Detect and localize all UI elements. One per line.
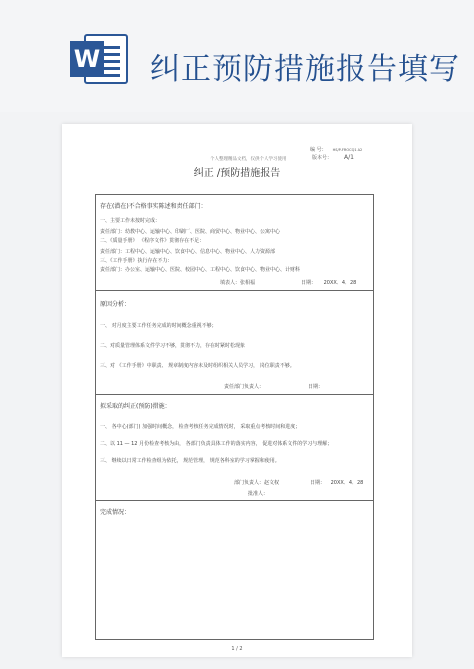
page-number: 1 / 2	[231, 646, 243, 652]
document-code	[310, 146, 362, 153]
nonconformity-section	[96, 195, 373, 291]
report-table	[95, 194, 374, 640]
list-item: 责任部门：工程中心、运输中心、饮食中心、信息中心、物业中心、人力资源部	[100, 249, 276, 255]
word-letter-badge: W	[70, 41, 104, 77]
completion-section	[96, 501, 373, 639]
version-value: A/1	[344, 154, 354, 161]
list-item: 三、 继续以日常工作检查组为依托， 规范管理， 规范各科室的学习掌握和使用。	[100, 458, 280, 464]
header-note: 个人整理精品文档，仅供个人学习使用	[210, 157, 287, 162]
date-label: 日期：	[310, 480, 326, 486]
author-signature	[220, 279, 255, 286]
list-item: 一、 各中心(部门) 加强时间概念， 检查考核任务完成情况时， 采取重点考核时间和进度；	[100, 424, 301, 430]
date-value: 20XX．4．28	[330, 480, 364, 486]
section-heading: 完成情况：	[100, 509, 131, 516]
dept-owner-name: 赵文权	[264, 480, 280, 486]
section-heading: 拟采取的纠正(预防)措施：	[100, 403, 171, 410]
list-item: 责任部门：幼教中心、运输中心、印刷厂、医院、商贸中心、物业中心、公寓中心	[100, 229, 281, 235]
section-date	[301, 279, 356, 286]
section-heading: 原因分析：	[100, 301, 131, 308]
list-item: 二、对质量管理体系文件学习不够，贯彻不力，存在时紧时松现象	[100, 343, 246, 349]
word-icon	[70, 34, 128, 84]
version-label: 版本号：	[312, 155, 333, 161]
dept-owner-signature	[234, 479, 279, 486]
date-label: 日期：	[301, 280, 317, 286]
section-date: 日期：	[308, 384, 324, 390]
list-item: 一、主要工作未按时完成：	[100, 218, 161, 224]
author-name: 张相福	[240, 280, 256, 286]
date-value: 20XX．4．28	[323, 280, 357, 286]
dept-owner-label: 部门负责人：	[234, 480, 265, 486]
document-title: 纠正 /预防措施报告	[193, 168, 281, 179]
list-item: 三、《工作手册》执行存在不力：	[100, 258, 173, 264]
list-item: 一、 对月度主要工作任务完成的时间概念重视不够；	[100, 323, 217, 329]
document-version	[312, 154, 354, 161]
header-banner	[0, 0, 474, 112]
list-item: 二、以 11 — 12 月份检查考核为由， 各部门负责具体工作的落实内容， 促进对体系文件的学习与理解；	[100, 441, 333, 447]
list-item: 责任部门：办公室、运输中心、医院、校园中心、工程中心、饮食中心、物业中心、计财科	[100, 267, 301, 273]
banner-title: 纠正预防措施报告填写	[150, 52, 460, 87]
dept-owner-signature: 责任部门负责人：	[224, 384, 265, 390]
list-item: 三、对 《工作手册》中职责、 规章制度内容未及时组织相关人员学习， 岗位职责不够。	[100, 363, 295, 369]
list-item: 二、《质量手册》 《程序文件》贯彻存在不足：	[100, 238, 205, 244]
cause-analysis-section	[96, 291, 373, 395]
code-value: HS/P-FROCQ1 A2	[332, 148, 363, 152]
section-heading: 存在(潜在)不合格事实陈述和责任部门：	[100, 203, 207, 210]
author-label: 填表人：	[220, 280, 241, 286]
section-date	[310, 479, 363, 486]
approver-signature: 批准人：	[248, 491, 269, 497]
document-page	[62, 124, 412, 657]
corrective-action-section	[96, 395, 373, 501]
code-label: 编 号：	[310, 147, 327, 153]
